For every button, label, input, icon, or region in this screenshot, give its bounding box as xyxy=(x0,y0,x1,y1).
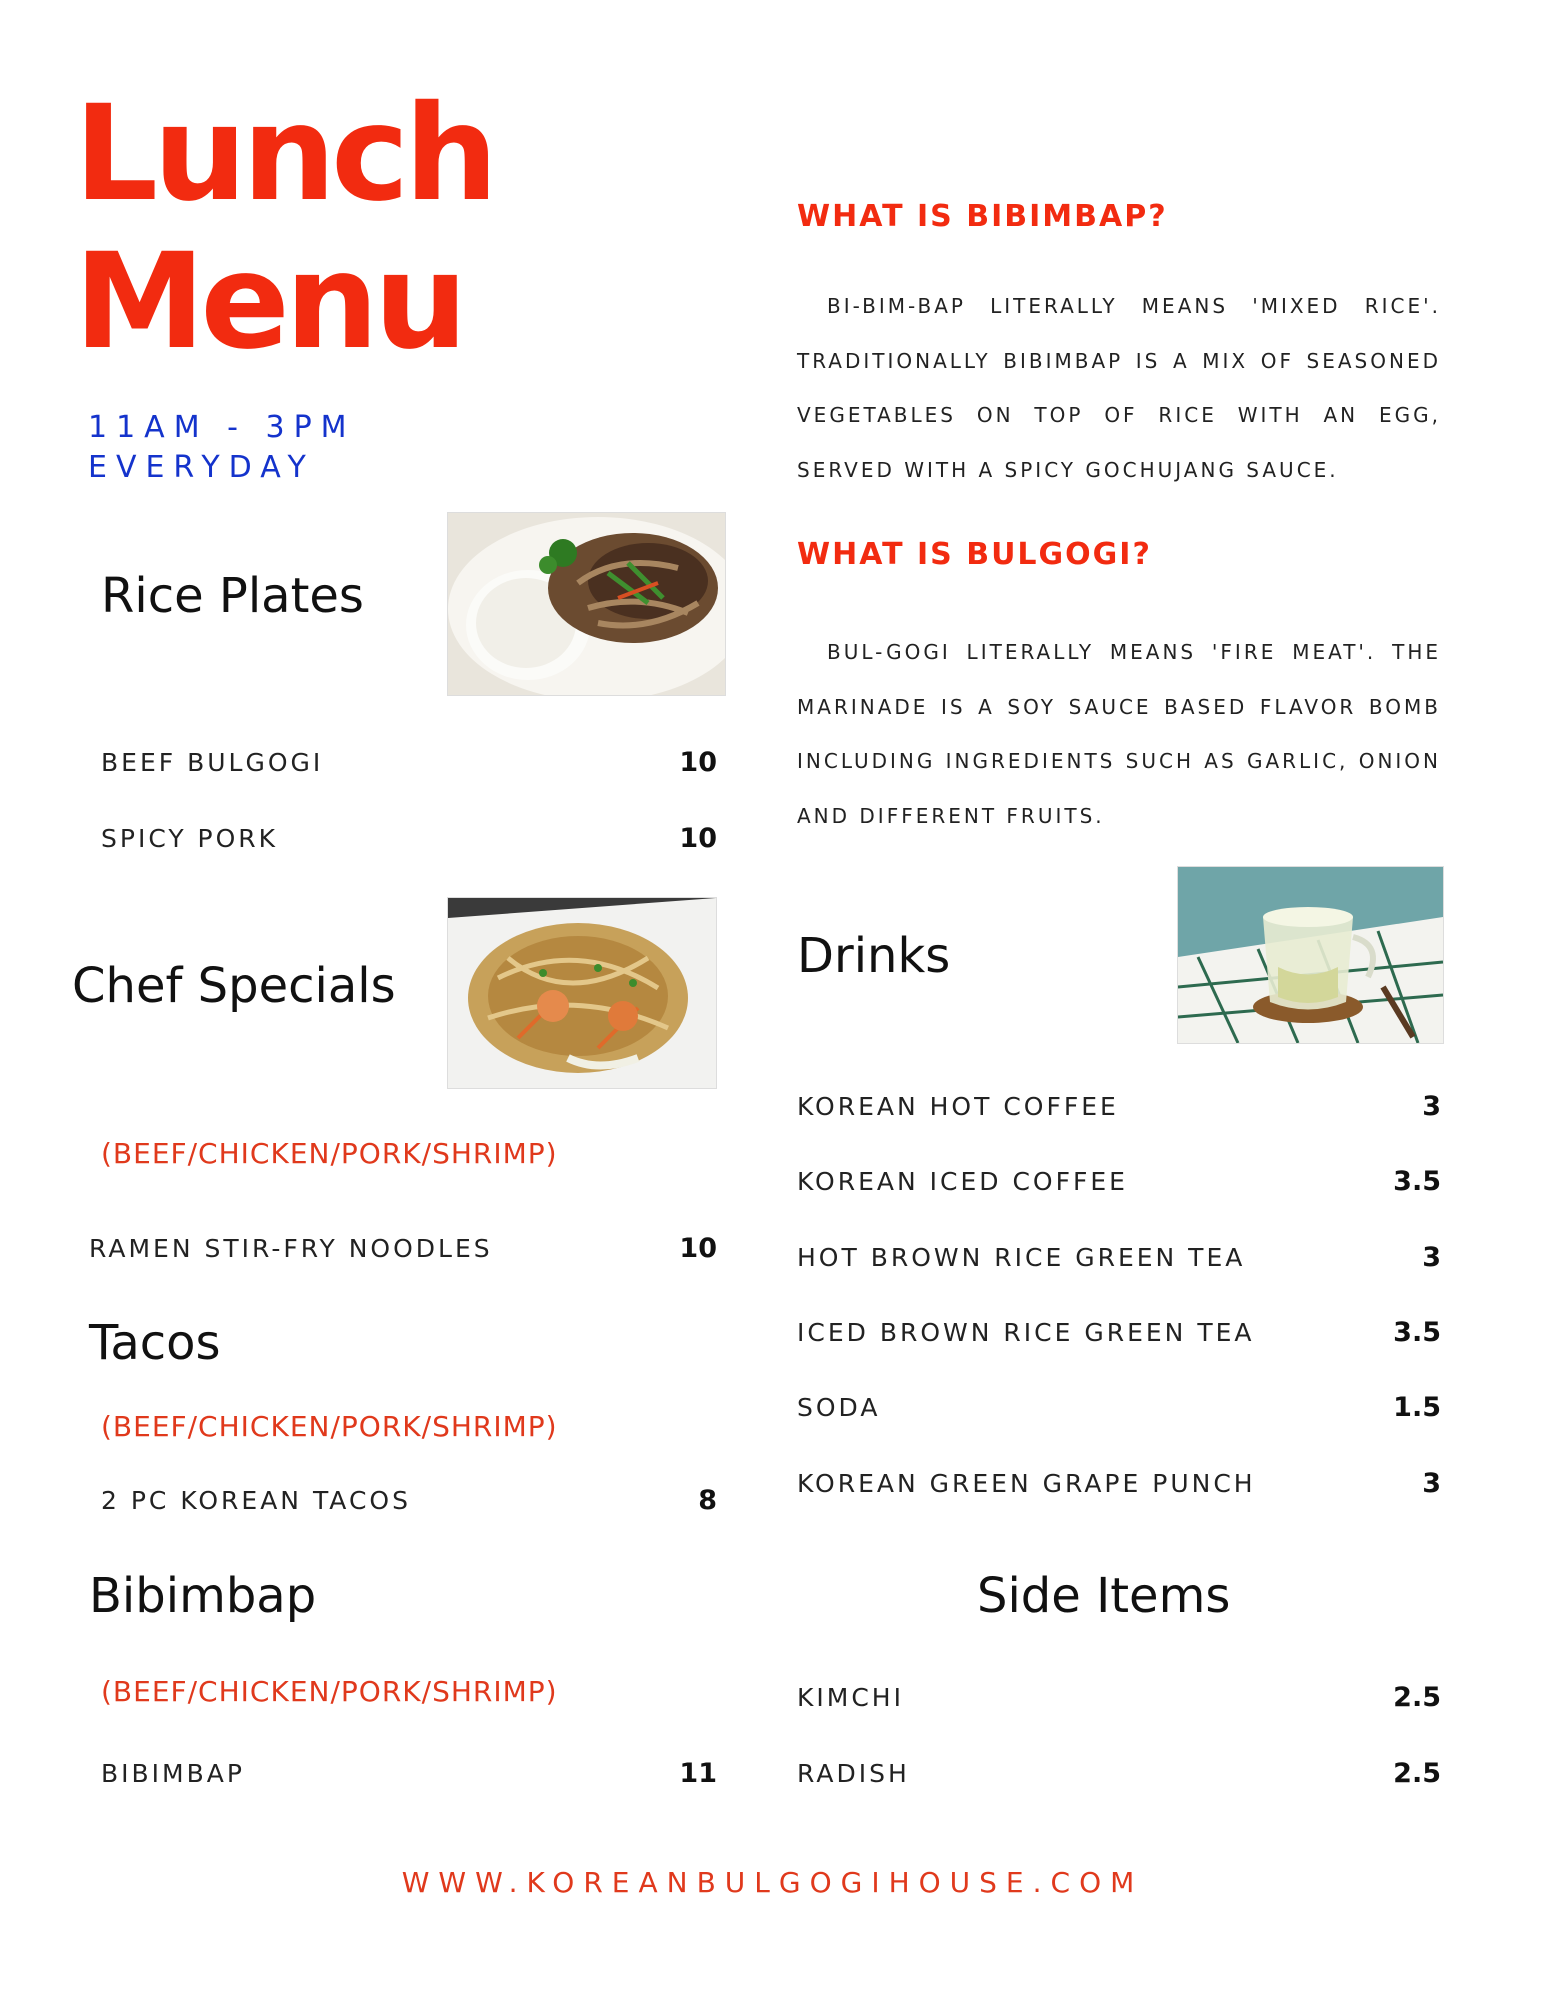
item-name: RADISH xyxy=(797,1758,910,1788)
bulgogi-description: BUL-GOGI LITERALLY MEANS 'FIRE MEAT'. THE MARINADE IS A SOY SAUCE BASED FLAVOR BOMB INCLUDING INGREDIENTS SUCH AS GARLIC, ONION AND DIFFERENT FRUITS. xyxy=(797,640,1441,828)
menu-item xyxy=(797,1237,1441,1277)
menu-item xyxy=(797,1086,1441,1126)
item-price: 10 xyxy=(679,746,717,778)
menu-item xyxy=(797,1312,1441,1352)
drinks-title: Drinks xyxy=(797,928,951,984)
menu-title-line1: Lunch xyxy=(74,77,494,231)
side-items-title: Side Items xyxy=(977,1568,1231,1624)
item-name: RAMEN STIR-FRY NOODLES xyxy=(89,1233,493,1263)
menu-item xyxy=(797,1387,1441,1427)
item-name: KOREAN GREEN GRAPE PUNCH xyxy=(797,1468,1256,1498)
rice-plates-title: Rice Plates xyxy=(101,568,364,624)
item-price: 3 xyxy=(1422,1467,1441,1499)
bulgogi-rice-photo xyxy=(447,512,726,696)
bibimbap-description: BI-BIM-BAP LITERALLY MEANS 'MIXED RICE'. TRADITIONALLY BIBIMBAP IS A MIX OF SEASONED VEGETABLES ON TOP OF RICE WITH AN EGG, SERVED WITH A SPICY GOCHUJANG SAUCE. xyxy=(797,294,1441,482)
menu-item xyxy=(797,1753,1441,1793)
item-name: SODA xyxy=(797,1392,881,1422)
item-price: 3.5 xyxy=(1393,1316,1441,1348)
menu-item xyxy=(101,818,717,858)
item-price: 2.5 xyxy=(1393,1681,1441,1713)
item-name: BIBIMBAP xyxy=(101,1758,245,1788)
menu-title-line2: Menu xyxy=(74,225,463,379)
item-price: 3 xyxy=(1422,1241,1441,1273)
menu-title xyxy=(74,77,534,379)
item-name: KOREAN HOT COFFEE xyxy=(797,1091,1119,1121)
stir-fry-noodles-photo xyxy=(447,897,717,1089)
menu-item xyxy=(89,1228,717,1268)
chef-specials-title: Chef Specials xyxy=(72,958,396,1014)
item-price: 3 xyxy=(1422,1090,1441,1122)
item-name: ICED BROWN RICE GREEN TEA xyxy=(797,1317,1255,1347)
protein-options: (BEEF/CHICKEN/PORK/SHRIMP) xyxy=(101,1675,558,1708)
protein-options: (BEEF/CHICKEN/PORK/SHRIMP) xyxy=(101,1137,558,1170)
item-name: KOREAN ICED COFFEE xyxy=(797,1166,1128,1196)
item-name: HOT BROWN RICE GREEN TEA xyxy=(797,1242,1246,1272)
menu-item xyxy=(797,1677,1441,1717)
green-tea-photo xyxy=(1177,866,1444,1044)
website-link[interactable]: WWW.KOREANBULGOGIHOUSE.COM xyxy=(401,1866,1144,1899)
item-price: 11 xyxy=(679,1757,717,1789)
bibimbap-question: WHAT IS BIBIMBAP? xyxy=(797,199,1168,234)
menu-item xyxy=(101,1480,717,1520)
item-name: SPICY PORK xyxy=(101,823,279,853)
hours-days: EVERYDAY xyxy=(88,450,315,485)
item-name: KIMCHI xyxy=(797,1682,904,1712)
item-price: 8 xyxy=(698,1484,717,1516)
bibimbap-title: Bibimbap xyxy=(89,1568,317,1624)
opening-hours xyxy=(88,408,356,488)
item-name: BEEF BULGOGI xyxy=(101,747,324,777)
protein-options: (BEEF/CHICKEN/PORK/SHRIMP) xyxy=(101,1410,558,1443)
item-price: 10 xyxy=(679,822,717,854)
item-price: 3.5 xyxy=(1393,1165,1441,1197)
bulgogi-question: WHAT IS BULGOGI? xyxy=(797,537,1152,572)
menu-item xyxy=(101,1753,717,1793)
item-price: 10 xyxy=(679,1232,717,1264)
item-name: 2 PC KOREAN TACOS xyxy=(101,1485,411,1515)
tacos-title: Tacos xyxy=(89,1315,221,1371)
item-price: 1.5 xyxy=(1393,1391,1441,1423)
menu-item xyxy=(101,742,717,782)
menu-item xyxy=(797,1463,1441,1503)
menu-item xyxy=(797,1161,1441,1201)
hours-time: 11AM - 3PM xyxy=(88,410,356,445)
item-price: 2.5 xyxy=(1393,1757,1441,1789)
